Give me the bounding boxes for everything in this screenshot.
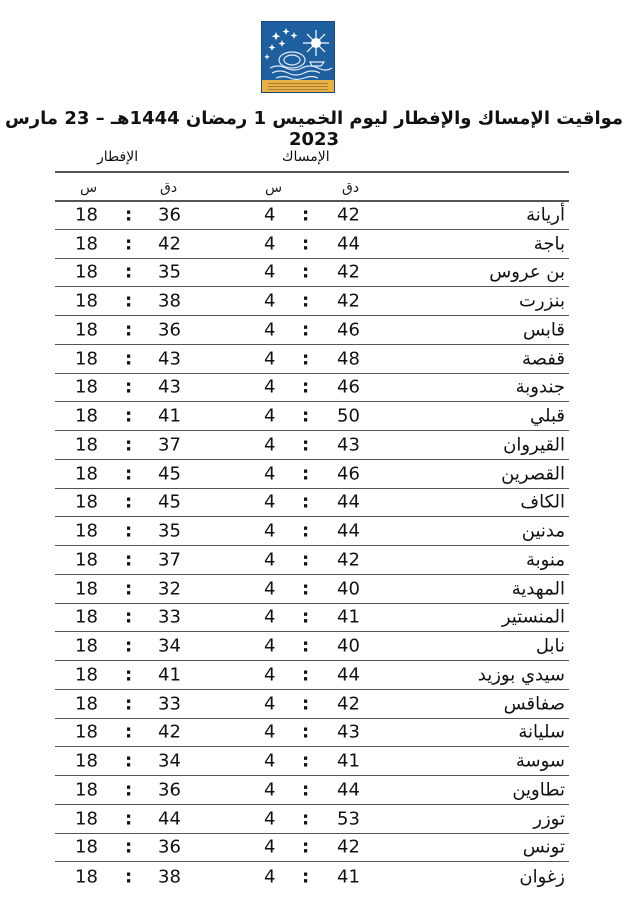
iftar-minute: 35 xyxy=(158,261,181,283)
imsak-minute: 42 xyxy=(337,836,360,858)
iftar-hour: 18 xyxy=(75,779,98,801)
imsak-minute: 53 xyxy=(337,808,360,830)
table-row xyxy=(55,862,569,891)
iftar-minute: 35 xyxy=(158,520,181,542)
city-name: بن عروس xyxy=(489,261,565,283)
imsak-minute: 43 xyxy=(337,721,360,743)
imsak-minute: 44 xyxy=(337,664,360,686)
group-header-line xyxy=(55,171,569,173)
imsak-separator: : xyxy=(302,578,310,600)
imsak-separator: : xyxy=(302,836,310,858)
iftar-hour: 18 xyxy=(75,348,98,370)
logo-caption-band xyxy=(262,80,334,92)
iftar-separator: : xyxy=(125,779,133,801)
table-row xyxy=(55,747,569,776)
table-row xyxy=(55,374,569,403)
iftar-minute: 44 xyxy=(158,808,181,830)
iftar-minute: 34 xyxy=(158,635,181,657)
iftar-separator: : xyxy=(125,348,133,370)
iftar-separator: : xyxy=(125,693,133,715)
imsak-hour: 4 xyxy=(264,866,276,888)
iftar-minute: 37 xyxy=(158,549,181,571)
iftar-separator: : xyxy=(125,836,133,858)
imsak-separator: : xyxy=(302,866,310,888)
imsak-hour: 4 xyxy=(264,376,276,398)
imsak-separator: : xyxy=(302,348,310,370)
imsak-hour: 4 xyxy=(264,348,276,370)
table-row xyxy=(55,402,569,431)
table-row xyxy=(55,604,569,633)
iftar-separator: : xyxy=(125,606,133,628)
iftar-hour: 18 xyxy=(75,204,98,226)
imsak-hour: 4 xyxy=(264,721,276,743)
city-name: توزر xyxy=(533,808,565,830)
city-name: المهدية xyxy=(511,578,565,600)
imsak-hour: 4 xyxy=(264,578,276,600)
table-row xyxy=(55,431,569,460)
imsak-hour: 4 xyxy=(264,491,276,513)
imsak-separator: : xyxy=(302,549,310,571)
iftar-hour: 18 xyxy=(75,808,98,830)
iftar-minute: 33 xyxy=(158,693,181,715)
imsak-hour: 4 xyxy=(264,693,276,715)
iftar-separator: : xyxy=(125,635,133,657)
iftar-hour: 18 xyxy=(75,261,98,283)
iftar-hour: 18 xyxy=(75,319,98,341)
iftar-minute: 32 xyxy=(158,578,181,600)
table-row xyxy=(55,575,569,604)
iftar-separator: : xyxy=(125,463,133,485)
imsak-minute: 42 xyxy=(337,693,360,715)
iftar-hour-header: س xyxy=(80,180,98,196)
table-row xyxy=(55,517,569,546)
iftar-hour: 18 xyxy=(75,750,98,772)
iftar-hour: 18 xyxy=(75,491,98,513)
iftar-hour: 18 xyxy=(75,606,98,628)
imsak-hour: 4 xyxy=(264,405,276,427)
iftar-minute: 43 xyxy=(158,376,181,398)
iftar-minute: 38 xyxy=(158,866,181,888)
iftar-hour: 18 xyxy=(75,836,98,858)
imsak-minute: 44 xyxy=(337,233,360,255)
iftar-hour: 18 xyxy=(75,578,98,600)
iftar-separator: : xyxy=(125,376,133,398)
imsak-separator: : xyxy=(302,635,310,657)
iftar-separator: : xyxy=(125,721,133,743)
iftar-hour: 18 xyxy=(75,405,98,427)
iftar-separator: : xyxy=(125,866,133,888)
iftar-minute: 34 xyxy=(158,750,181,772)
imsak-separator: : xyxy=(302,808,310,830)
imsak-minute: 44 xyxy=(337,520,360,542)
table-row xyxy=(55,719,569,748)
imsak-hour: 4 xyxy=(264,520,276,542)
imsak-hour: 4 xyxy=(264,233,276,255)
imsak-separator: : xyxy=(302,290,310,312)
imsak-hour: 4 xyxy=(264,434,276,456)
city-name: المنستير xyxy=(501,606,565,628)
table-row xyxy=(55,316,569,345)
imsak-separator: : xyxy=(302,233,310,255)
city-name: تطاوين xyxy=(512,779,565,801)
table-row xyxy=(55,230,569,259)
city-name: قابس xyxy=(522,319,565,341)
iftar-separator: : xyxy=(125,549,133,571)
imsak-separator: : xyxy=(302,319,310,341)
table-row xyxy=(55,690,569,719)
imsak-hour: 4 xyxy=(264,779,276,801)
imsak-minute: 43 xyxy=(337,434,360,456)
institute-logo xyxy=(261,21,335,93)
city-name: تونس xyxy=(522,836,565,858)
iftar-minute: 42 xyxy=(158,233,181,255)
imsak-hour: 4 xyxy=(264,319,276,341)
iftar-hour: 18 xyxy=(75,721,98,743)
iftar-minute: 38 xyxy=(158,290,181,312)
imsak-minute-header: دق xyxy=(342,180,360,196)
imsak-hour-header: س xyxy=(265,180,283,196)
iftar-minute: 42 xyxy=(158,721,181,743)
iftar-hour: 18 xyxy=(75,463,98,485)
city-name: سوسة xyxy=(515,750,565,772)
iftar-minute: 45 xyxy=(158,463,181,485)
imsak-hour: 4 xyxy=(264,261,276,283)
table-row xyxy=(55,632,569,661)
city-name: بنزرت xyxy=(518,290,565,312)
iftar-separator: : xyxy=(125,204,133,226)
iftar-separator: : xyxy=(125,491,133,513)
imsak-hour: 4 xyxy=(264,635,276,657)
city-name: القصرين xyxy=(501,463,565,485)
table-row xyxy=(55,489,569,518)
imsak-hour: 4 xyxy=(264,606,276,628)
imsak-hour: 4 xyxy=(264,204,276,226)
imsak-separator: : xyxy=(302,606,310,628)
imsak-minute: 41 xyxy=(337,606,360,628)
table-row xyxy=(55,776,569,805)
city-name: منوبة xyxy=(525,549,565,571)
iftar-minute: 36 xyxy=(158,204,181,226)
imsak-minute: 41 xyxy=(337,750,360,772)
city-name: زغوان xyxy=(519,866,565,888)
iftar-hour: 18 xyxy=(75,693,98,715)
table-row xyxy=(55,460,569,489)
iftar-hour: 18 xyxy=(75,866,98,888)
imsak-separator: : xyxy=(302,376,310,398)
imsak-hour: 4 xyxy=(264,549,276,571)
iftar-hour: 18 xyxy=(75,520,98,542)
table-row xyxy=(55,661,569,690)
imsak-minute: 44 xyxy=(337,491,360,513)
timetable xyxy=(55,201,569,891)
iftar-minute: 41 xyxy=(158,405,181,427)
table-row xyxy=(55,834,569,863)
imsak-separator: : xyxy=(302,750,310,772)
imsak-hour: 4 xyxy=(264,664,276,686)
imsak-separator: : xyxy=(302,520,310,542)
iftar-minute: 45 xyxy=(158,491,181,513)
iftar-hour: 18 xyxy=(75,233,98,255)
imsak-separator: : xyxy=(302,491,310,513)
city-name: قفصة xyxy=(522,348,565,370)
imsak-minute: 42 xyxy=(337,204,360,226)
iftar-minute: 37 xyxy=(158,434,181,456)
city-name: القيروان xyxy=(503,434,565,456)
imsak-minute: 46 xyxy=(337,319,360,341)
imsak-minute: 44 xyxy=(337,779,360,801)
iftar-minute: 36 xyxy=(158,319,181,341)
imsak-separator: : xyxy=(302,693,310,715)
imsak-minute: 42 xyxy=(337,261,360,283)
iftar-separator: : xyxy=(125,578,133,600)
iftar-hour: 18 xyxy=(75,290,98,312)
stars-and-sea-emblem-icon xyxy=(262,22,336,82)
iftar-hour: 18 xyxy=(75,664,98,686)
city-name: جندوبة xyxy=(515,376,565,398)
city-name: باجة xyxy=(533,233,565,255)
table-row xyxy=(55,546,569,575)
iftar-hour: 18 xyxy=(75,549,98,571)
imsak-separator: : xyxy=(302,405,310,427)
imsak-minute: 41 xyxy=(337,866,360,888)
imsak-minute: 40 xyxy=(337,635,360,657)
imsak-separator: : xyxy=(302,463,310,485)
iftar-separator: : xyxy=(125,319,133,341)
iftar-separator: : xyxy=(125,808,133,830)
imsak-separator: : xyxy=(302,721,310,743)
iftar-minute: 36 xyxy=(158,779,181,801)
imsak-separator: : xyxy=(302,779,310,801)
imsak-hour: 4 xyxy=(264,808,276,830)
imsak-separator: : xyxy=(302,664,310,686)
imsak-hour: 4 xyxy=(264,836,276,858)
iftar-minute: 43 xyxy=(158,348,181,370)
city-name: الكاف xyxy=(520,491,565,513)
iftar-minute: 33 xyxy=(158,606,181,628)
table-row xyxy=(55,345,569,374)
city-name: مدنين xyxy=(521,520,565,542)
iftar-separator: : xyxy=(125,233,133,255)
imsak-minute: 46 xyxy=(337,463,360,485)
iftar-hour: 18 xyxy=(75,635,98,657)
iftar-separator: : xyxy=(125,290,133,312)
page-title: مواقيت الإمساك والإفطار ليوم الخميس 1 رمضان 1444هـ – 23 مارس 2023 xyxy=(4,108,624,150)
imsak-minute: 42 xyxy=(337,549,360,571)
imsak-separator: : xyxy=(302,261,310,283)
imsak-hour: 4 xyxy=(264,463,276,485)
imsak-minute: 40 xyxy=(337,578,360,600)
imsak-minute: 50 xyxy=(337,405,360,427)
city-name: سليانة xyxy=(518,721,565,743)
city-name: نابل xyxy=(535,635,565,657)
imsak-separator: : xyxy=(302,434,310,456)
iftar-separator: : xyxy=(125,434,133,456)
city-name: قبلي xyxy=(530,405,565,427)
iftar-separator: : xyxy=(125,520,133,542)
city-name: أريانة xyxy=(526,204,565,226)
iftar-separator: : xyxy=(125,664,133,686)
table-row xyxy=(55,259,569,288)
imsak-minute: 48 xyxy=(337,348,360,370)
imsak-minute: 42 xyxy=(337,290,360,312)
iftar-hour: 18 xyxy=(75,376,98,398)
table-row xyxy=(55,287,569,316)
iftar-separator: : xyxy=(125,750,133,772)
imsak-separator: : xyxy=(302,204,310,226)
imsak-hour: 4 xyxy=(264,750,276,772)
imsak-hour: 4 xyxy=(264,290,276,312)
city-name: سيدي بوزيد xyxy=(477,664,565,686)
iftar-minute: 36 xyxy=(158,836,181,858)
table-row xyxy=(55,805,569,834)
iftar-minute-header: دق xyxy=(160,180,178,196)
iftar-separator: : xyxy=(125,405,133,427)
imsak-group-header: الإمساك xyxy=(282,149,330,165)
imsak-minute: 46 xyxy=(337,376,360,398)
iftar-minute: 41 xyxy=(158,664,181,686)
iftar-separator: : xyxy=(125,261,133,283)
city-name: صفاقس xyxy=(503,693,565,715)
table-row xyxy=(55,201,569,230)
iftar-hour: 18 xyxy=(75,434,98,456)
iftar-group-header: الإفطار xyxy=(97,149,139,165)
